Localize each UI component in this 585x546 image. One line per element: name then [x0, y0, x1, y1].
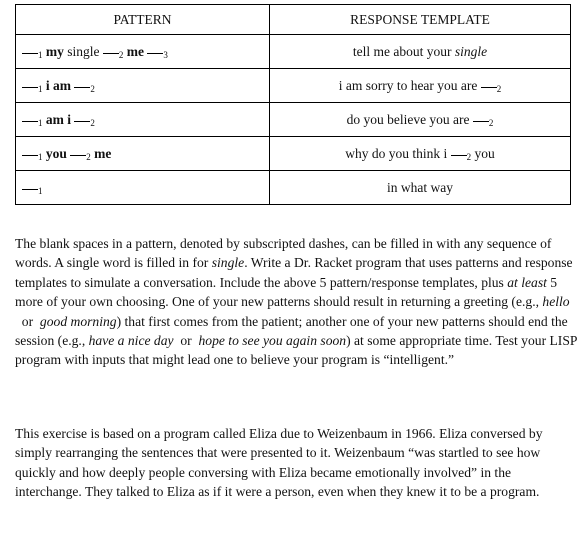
blank-line: [22, 155, 38, 156]
blank-subscript: 1: [38, 151, 43, 162]
response-cell: [270, 69, 571, 103]
blank-line: [22, 189, 38, 190]
pattern-cell: [16, 137, 270, 171]
blank-subscript: 2: [90, 117, 95, 128]
response-text: in what way: [387, 179, 453, 195]
italic-run: at least: [507, 274, 547, 290]
blank-line: [70, 155, 86, 156]
table-row: [16, 137, 571, 171]
response-cell: [270, 35, 571, 69]
italic-run: good morning: [39, 313, 117, 329]
blank-subscript: 1: [38, 49, 43, 60]
blank-line: [451, 155, 467, 156]
pattern-cell: [16, 103, 270, 137]
pattern-word: single: [67, 43, 100, 59]
text-run: ) that first comes from the patient; another one of your new patterns should end the session (e.g.,: [15, 313, 568, 349]
blank-line: [74, 87, 90, 88]
text-run: or: [173, 333, 199, 349]
blank-subscript: 1: [38, 83, 43, 94]
pattern-word: my: [45, 43, 64, 59]
text-run: ) at some appropriate time. Test your LISP program with inputs that might lead one to believe your program is “intelligent.”: [15, 333, 577, 368]
response-text: you: [474, 145, 495, 161]
response-text: do you believe you are: [346, 111, 470, 127]
table-header-row: [16, 5, 571, 35]
blank-line: [481, 87, 497, 88]
italic-run: have a nice day: [88, 333, 174, 349]
response-cell: [270, 103, 571, 137]
response-cell: [270, 171, 571, 205]
table-row: [16, 69, 571, 103]
blank-subscript: 1: [38, 117, 43, 128]
italic-run: hope to see you again soon: [198, 333, 347, 349]
response-text: why do you think i: [345, 145, 448, 161]
response-text: i am sorry to hear you are: [338, 77, 478, 93]
header-pattern: PATTERN: [16, 5, 270, 35]
blank-line: [22, 121, 38, 122]
blank-subscript: 2: [488, 117, 494, 128]
response-text: tell me about your: [352, 43, 452, 59]
blank-subscript: 2: [118, 49, 124, 60]
blank-line: [473, 121, 489, 122]
response-cell: [270, 137, 571, 171]
text-run: 5 more of your own choosing. One of your new patterns should result in returning a greeting (e.g.,: [15, 274, 558, 310]
pattern-word: me: [126, 43, 144, 59]
header-response-template: RESPONSE TEMPLATE: [270, 5, 571, 35]
blank-line: [147, 53, 163, 54]
blank-subscript: 2: [466, 151, 472, 162]
blank-subscript: 3: [163, 49, 168, 60]
pattern-word: me: [94, 145, 112, 161]
blank-subscript: 2: [496, 83, 502, 94]
pattern-cell: [16, 69, 270, 103]
table-row: [16, 103, 571, 137]
blank-line: [103, 53, 119, 54]
pattern-word: am i: [45, 111, 71, 127]
text-run: The blank spaces in a pattern, denoted by subscripted dashes, can be filled in with any sequence of words. A single word is filled in for: [15, 236, 552, 271]
blank-subscript: 1: [38, 185, 43, 196]
pattern-table: [15, 4, 571, 205]
response-italic: single: [454, 43, 488, 59]
pattern-cell: [16, 171, 270, 205]
blank-subscript: 2: [90, 83, 95, 94]
text-run: . Write a Dr. Racket program that uses patterns and response templates to simulate a conversation. Include the above 5 pattern/response templates, plus: [15, 255, 573, 290]
pattern-cell: [16, 35, 270, 69]
pattern-word: you: [45, 145, 67, 161]
blank-subscript: 2: [86, 151, 91, 162]
table-row: [16, 35, 571, 69]
table-row: [16, 171, 571, 205]
text-run: or: [15, 313, 40, 329]
italic-run: single: [211, 255, 245, 271]
italic-run: hello: [542, 294, 570, 310]
blank-line: [74, 121, 90, 122]
blank-line: [22, 87, 38, 88]
pattern-word: i am: [45, 77, 71, 93]
blank-line: [22, 53, 38, 54]
background-paragraph: This exercise is based on a program called Eliza due to Weizenbaum in 1966. Eliza conversed by simply rearranging the sentences that were presented to it. Weizenbaum “was startled to see how quickly and how deeply people conversing with Eliza became emotionally involved” in the interchange. They talked to Eliza as if it were a person, even when they knew it to be a program.: [15, 426, 543, 500]
instructions-paragraph: [15, 234, 577, 370]
